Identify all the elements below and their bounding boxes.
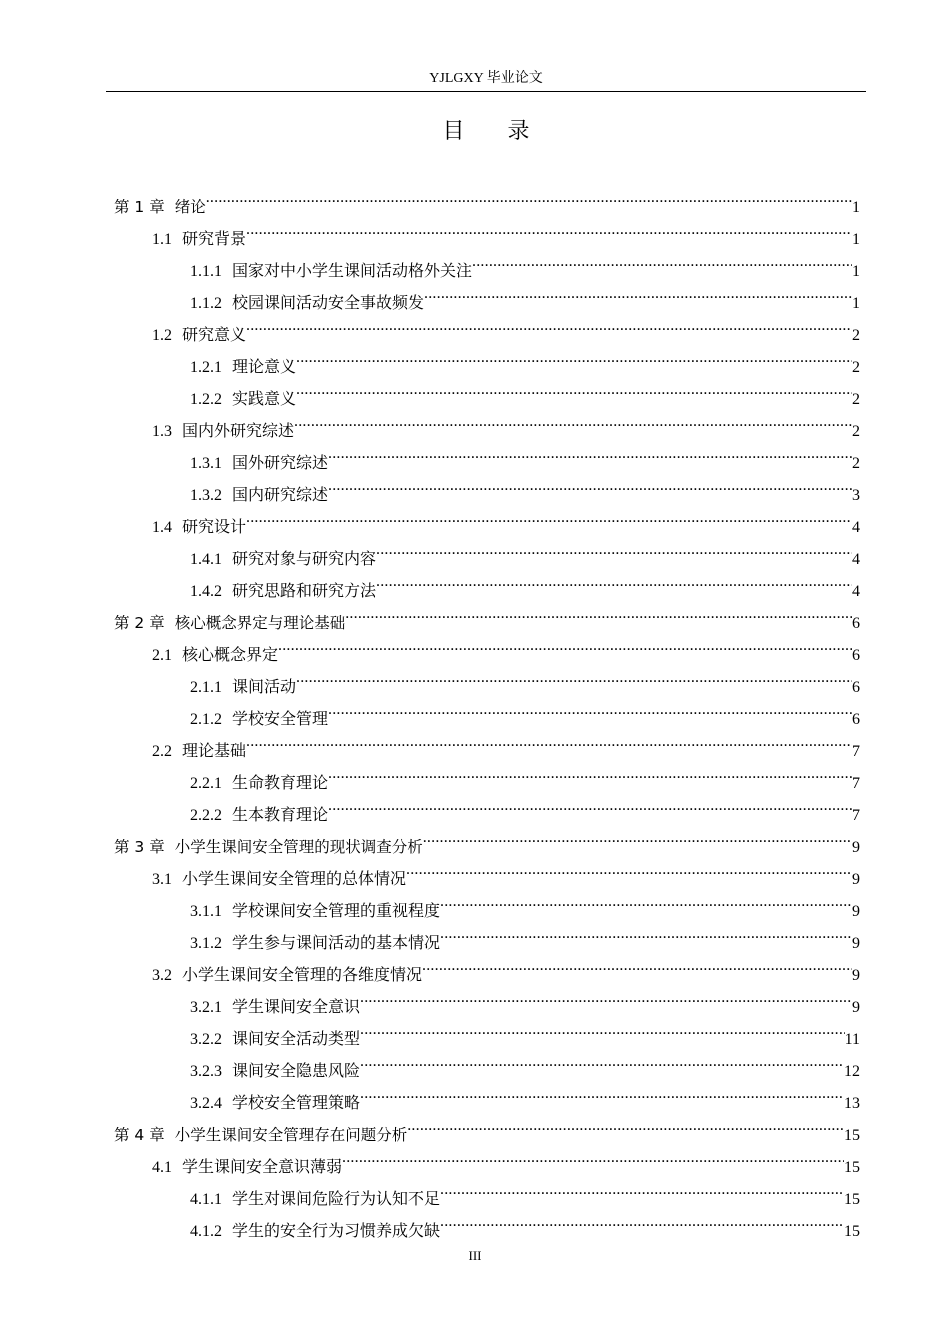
toc-entry-page: 9 [852,903,860,920]
toc-entry-title: 校园课间活动安全事故频发 [232,295,425,312]
toc-entry-title: 研究对象与研究内容 [232,551,377,568]
toc-entry-title: 学校安全管理策略 [232,1095,361,1112]
toc-dot-leader [376,532,852,564]
toc-entry-page: 9 [852,999,860,1016]
toc-dot-leader [407,1108,844,1140]
toc-entry-page: 3 [852,487,860,504]
toc-entry-page: 1 [852,199,860,216]
toc-entry-page: 6 [852,679,860,696]
toc-entry-title: 学校课间安全管理的重视程度 [232,903,441,920]
toc-entry-page: 15 [844,1127,860,1144]
toc-subsection-entry[interactable] [190,532,860,568]
toc-dot-leader [440,1204,844,1236]
page-header: YJLGXY 毕业论文 [429,71,543,86]
toc-entry-number: 2.1 [152,647,172,664]
toc-subsection-entry[interactable] [190,468,860,504]
toc-entry-page: 7 [852,775,860,792]
toc-dot-leader [328,692,852,724]
toc-entry-page: 11 [844,1031,860,1048]
toc-entry-title: 国内外研究综述 [182,423,295,440]
toc-entry-page: 2 [852,423,860,440]
toc-dot-leader [440,916,852,948]
toc-entry-number: 第 1 章 [114,198,165,216]
toc-entry-number: 3.2.3 [190,1063,222,1080]
toc-entry-number: 1.1 [152,231,172,248]
toc-entry-number: 1.4.2 [190,583,222,600]
toc-section-entry[interactable] [152,628,860,664]
toc-dot-leader [328,788,852,820]
toc-subsection-entry[interactable] [190,692,860,728]
toc-entry-page: 1 [852,295,860,312]
toc-entry-title: 学生课间安全意识薄弱 [182,1159,343,1176]
toc-entry-title: 学校安全管理 [232,711,329,728]
toc-entry-number: 3.1.2 [190,935,222,952]
toc-subsection-entry[interactable] [190,276,860,312]
toc-subsection-entry[interactable] [190,244,860,280]
toc-section-entry[interactable] [152,404,860,440]
toc-entry-page: 2 [852,359,860,376]
toc-entry-number: 2.2.1 [190,775,222,792]
toc-dot-leader [360,1044,844,1076]
toc-dot-leader [328,436,852,468]
toc-entry-number: 1.1.2 [190,295,222,312]
toc-entry-title: 生本教育理论 [232,807,329,824]
toc-dot-leader [360,980,852,1012]
toc-subsection-entry[interactable] [190,1204,860,1240]
toc-entry-number: 1.2.1 [190,359,222,376]
toc-entry-number: 1.1.1 [190,263,222,280]
header-divider [106,91,866,92]
toc-subsection-entry[interactable] [190,1172,860,1208]
toc-chapter-entry[interactable] [114,1108,860,1144]
toc-subsection-entry[interactable] [190,980,860,1016]
toc-section-entry[interactable] [152,724,860,760]
toc-entry-title: 研究意义 [182,327,247,344]
toc-entry-number: 3.2.4 [190,1095,222,1112]
toc-dot-leader [440,884,852,916]
toc-chapter-entry[interactable] [114,820,860,856]
toc-entry-title: 研究背景 [182,231,247,248]
toc-entry-title: 核心概念界定与理论基础 [174,614,346,632]
toc-subsection-entry[interactable] [190,660,860,696]
toc-entry-page: 2 [852,327,860,344]
toc-dot-leader [423,820,852,852]
toc-dot-leader [296,660,852,692]
toc-entry-title: 国内研究综述 [232,487,329,504]
toc-entry-page: 7 [852,807,860,824]
toc-entry-title: 核心概念界定 [182,647,279,664]
toc-entry-number: 2.1.2 [190,711,222,728]
toc-dot-leader [360,1076,844,1108]
toc-subsection-entry[interactable] [190,372,860,408]
toc-dot-leader [472,244,852,276]
toc-entry-page: 12 [844,1063,860,1080]
toc-entry-number: 1.3.1 [190,455,222,472]
toc-entry-number: 4.1 [152,1159,172,1176]
toc-chapter-entry[interactable] [114,180,860,216]
toc-entry-number: 第 4 章 [114,1126,165,1144]
toc-entry-page: 4 [852,551,860,568]
toc-entry-number: 3.2 [152,967,172,984]
toc-entry-number: 1.4.1 [190,551,222,568]
toc-entry-title: 理论基础 [182,743,247,760]
toc-entry-page: 2 [852,391,860,408]
toc-section-entry[interactable] [152,948,860,984]
toc-entry-number: 3.1 [152,871,172,888]
toc-entry-page: 1 [852,231,860,248]
toc-section-entry[interactable] [152,500,860,536]
toc-subsection-entry[interactable] [190,564,860,600]
toc-entry-number: 3.1.1 [190,903,222,920]
toc-entry-number: 第 2 章 [114,614,165,632]
toc-entry-title: 课间安全活动类型 [232,1031,361,1048]
toc-entry-number: 4.1.2 [190,1223,222,1240]
toc-dot-leader [296,340,852,372]
toc-section-entry[interactable] [152,852,860,888]
toc-entry-page: 4 [852,519,860,536]
toc-dot-leader [246,212,852,244]
toc-entry-number: 1.2 [152,327,172,344]
toc-entry-page: 1 [852,263,860,280]
toc-entry-title: 学生课间安全意识 [232,999,361,1016]
toc-entry-title: 小学生课间安全管理的各维度情况 [182,967,423,984]
toc-entry-title: 实践意义 [232,391,297,408]
toc-dot-leader [296,372,852,404]
toc-subsection-entry[interactable] [190,788,860,824]
toc-dot-leader [440,1172,844,1204]
toc-dot-leader [328,756,852,788]
toc-entry-title: 研究思路和研究方法 [232,583,377,600]
toc-dot-leader [246,308,852,340]
toc-entry-title: 研究设计 [182,519,247,536]
toc-dot-leader [294,404,852,436]
toc-entry-number: 3.2.1 [190,999,222,1016]
toc-dot-leader [345,596,852,628]
toc-entry-page: 13 [844,1095,860,1112]
toc-entry-page: 15 [844,1191,860,1208]
toc-subsection-entry[interactable] [190,916,860,952]
toc-dot-leader [360,1012,845,1044]
toc-entry-page: 9 [852,871,860,888]
toc-entry-page: 15 [844,1159,860,1176]
toc-title: 目 录 [442,119,548,144]
toc-section-entry[interactable] [152,1140,860,1176]
toc-subsection-entry[interactable] [190,1044,860,1080]
toc-entry-page: 7 [852,743,860,760]
toc-entry-title: 学生参与课间活动的基本情况 [232,935,441,952]
toc-entry-number: 2.2 [152,743,172,760]
toc-entry-number: 2.2.2 [190,807,222,824]
toc-entry-title: 绪论 [174,198,206,216]
toc-entry-number: 1.3.2 [190,487,222,504]
toc-subsection-entry[interactable] [190,436,860,472]
toc-subsection-entry[interactable] [190,340,860,376]
toc-entry-page: 15 [844,1223,860,1240]
toc-entry-title: 小学生课间安全管理的现状调查分析 [174,838,423,856]
toc-subsection-entry[interactable] [190,756,860,792]
toc-entry-title: 小学生课间安全管理存在问题分析 [174,1126,408,1144]
toc-entry-number: 1.3 [152,423,172,440]
toc-dot-leader [406,852,852,884]
toc-entry-title: 小学生课间安全管理的总体情况 [182,871,407,888]
toc-dot-leader [278,628,852,660]
toc-entry-title: 课间活动 [232,679,297,696]
toc-dot-leader [424,276,852,308]
toc-subsection-entry[interactable] [190,1076,860,1112]
toc-entry-number: 2.1.1 [190,679,222,696]
toc-entry-page: 2 [852,455,860,472]
toc-dot-leader [246,724,852,756]
toc-dot-leader [376,564,852,596]
toc-section-entry[interactable] [152,212,860,248]
toc-entry-number: 1.4 [152,519,172,536]
toc-entry-page: 6 [852,647,860,664]
toc-section-entry[interactable] [152,308,860,344]
toc-entry-number: 第 3 章 [114,838,165,856]
toc-entry-page: 9 [852,967,860,984]
toc-entry-title: 理论意义 [232,359,297,376]
toc-entry-title: 课间安全隐患风险 [232,1063,361,1080]
toc-entry-page: 9 [852,935,860,952]
toc-chapter-entry[interactable] [114,596,860,632]
page-number: III [468,1248,482,1263]
toc-entry-number: 4.1.1 [190,1191,222,1208]
toc-entry-page: 9 [852,839,860,856]
toc-subsection-entry[interactable] [190,884,860,920]
toc-entry-page: 6 [852,711,860,728]
toc-dot-leader [206,180,852,212]
toc-entry-page: 4 [852,583,860,600]
toc-dot-leader [342,1140,844,1172]
toc-dot-leader [246,500,852,532]
toc-entry-title: 生命教育理论 [232,775,329,792]
toc-entry-title: 国家对中小学生课间活动格外关注 [232,263,473,280]
toc-entry-title: 学生的安全行为习惯养成欠缺 [232,1223,441,1240]
toc-entry-page: 6 [852,615,860,632]
toc-entry-number: 1.2.2 [190,391,222,408]
toc-entry-number: 3.2.2 [190,1031,222,1048]
toc-dot-leader [328,468,852,500]
toc-entry-title: 学生对课间危险行为认知不足 [232,1191,441,1208]
toc-entry-title: 国外研究综述 [232,455,329,472]
toc-subsection-entry[interactable] [190,1012,860,1048]
toc-dot-leader [422,948,852,980]
